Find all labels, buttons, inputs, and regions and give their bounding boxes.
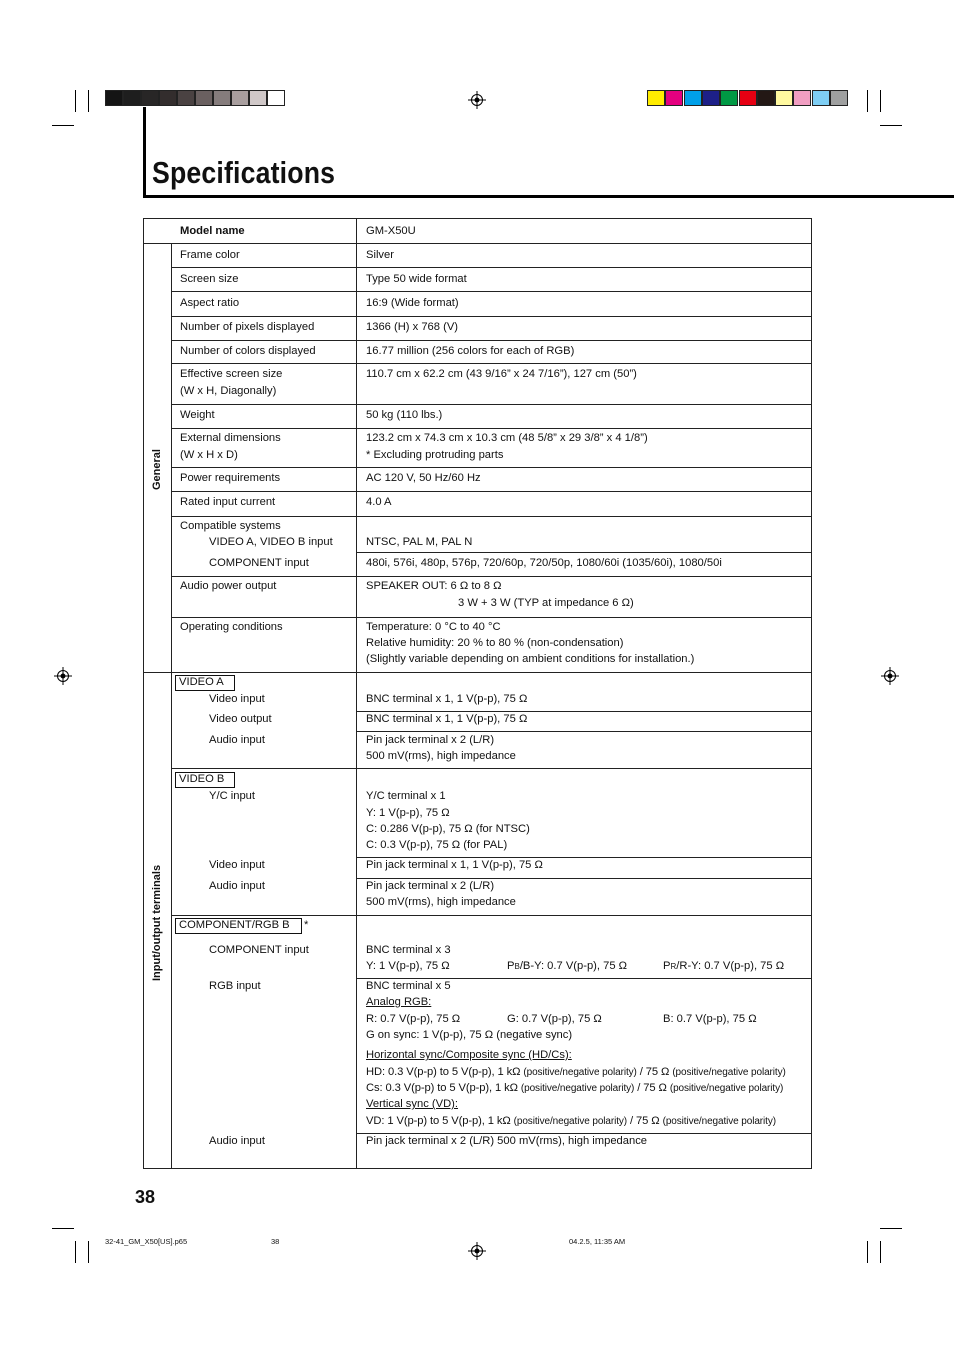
pb-prefix: P (507, 960, 515, 972)
hd-polarity: (positive/negative polarity) (672, 1067, 786, 1078)
color-swatch (720, 90, 738, 106)
registration-mark-icon (468, 91, 486, 109)
footer-file: 32-41_GM_X50[US].p65 (105, 1237, 188, 1246)
color-swatch (684, 90, 702, 106)
row-value: 4.0 A (366, 496, 392, 508)
video-b-tag: VIDEO B (175, 772, 235, 788)
row-value: 16.77 million (256 colors for each of RGB) (366, 345, 575, 357)
component-rgb-b-tag: COMPONENT/RGB B (175, 918, 302, 934)
row-value: Relative humidity: 20 % to 80 % (non-condensation) (366, 637, 624, 649)
vd-polarity: (positive/negative polarity) (662, 1116, 776, 1127)
row-value: 1366 (H) x 768 (V) (366, 321, 459, 333)
color-swatch (702, 90, 720, 106)
rgb-b: B: 0.7 V(p-p), 75 Ω (663, 1013, 757, 1025)
title-left-rule (143, 107, 146, 197)
registration-mark-icon (54, 667, 72, 685)
page-title: Specifications (152, 155, 336, 190)
hd-text: HD: 0.3 V(p-p) to 5 V(p-p), 1 kΩ (366, 1066, 524, 1078)
row-value: Y: 1 V(p-p), 75 Ω (366, 807, 450, 819)
row-value: 3 W + 3 W (TYP at impedance 6 Ω) (458, 597, 634, 609)
row-sublabel: VIDEO A, VIDEO B input (209, 536, 333, 548)
row-value: BNC terminal x 3 (366, 944, 451, 956)
rgb-g: G: 0.7 V(p-p), 75 Ω (507, 1013, 602, 1025)
row-label: Frame color (180, 249, 240, 261)
row-value: 50 kg (110 lbs.) (366, 409, 443, 421)
pb-value (507, 959, 627, 974)
row-value: NTSC, PAL M, PAL N (366, 536, 473, 548)
color-swatch (739, 90, 757, 106)
group-label-io: Input/output terminals (151, 864, 163, 981)
row-label: Model name (180, 225, 245, 237)
row-sublabel: Y/C input (209, 790, 256, 802)
footer-page: 38 (271, 1237, 280, 1246)
row-label: Number of colors displayed (180, 345, 316, 357)
analog-rgb-heading: Analog RGB: (366, 996, 432, 1008)
pb-text: /B-Y: 0.7 V(p-p), 75 Ω (519, 960, 628, 972)
page-number: 38 (135, 1187, 156, 1207)
row-sublabel: Audio input (209, 1135, 265, 1147)
rgb-r: R: 0.7 V(p-p), 75 Ω (366, 1013, 461, 1025)
cs-line (366, 1081, 783, 1096)
row-value: BNC terminal x 1, 1 V(p-p), 75 Ω (366, 713, 528, 725)
color-swatch (647, 90, 665, 106)
footer-date: 04.2.5, 11:35 AM (569, 1237, 626, 1246)
gray-swatch (231, 90, 249, 106)
row-value: * Excluding protruding parts (366, 449, 504, 461)
row-label: Operating conditions (180, 621, 283, 633)
row-value: 123.2 cm x 74.3 cm x 10.3 cm (48 5/8” x 29 3/8” x 4 1/8”) (366, 432, 648, 444)
row-label: (W x H x D) (180, 449, 238, 461)
row-label: Power requirements (180, 472, 281, 484)
pr-value (663, 959, 784, 974)
cs-text: Cs: 0.3 V(p-p) to 5 V(p-p), 1 kΩ (366, 1082, 521, 1094)
row-value: 110.7 cm x 62.2 cm (43 9/16” x 24 7/16”), 127 cm (50”) (366, 368, 637, 380)
row-label: Rated input current (180, 496, 276, 508)
row-sublabel: COMPONENT input (209, 944, 309, 956)
row-value: BNC terminal x 1, 1 V(p-p), 75 Ω (366, 693, 528, 705)
row-label: External dimensions (180, 432, 281, 444)
row-sublabel: Video input (209, 859, 265, 871)
gray-swatch (159, 90, 177, 106)
row-value: C: 0.3 V(p-p), 75 Ω (for PAL) (366, 839, 508, 851)
row-value: 16:9 (Wide format) (366, 297, 459, 309)
row-value: GM-X50U (366, 225, 416, 237)
row-value: 480i, 576i, 480p, 576p, 720/60p, 720/50p, 1080/60i (1035/60i), 1080/50i (366, 557, 722, 569)
row-sublabel: Audio input (209, 734, 265, 746)
row-value: Y: 1 V(p-p), 75 Ω (366, 960, 450, 972)
group-label-general: General (151, 449, 163, 490)
row-value: Pin jack terminal x 1, 1 V(p-p), 75 Ω (366, 859, 543, 871)
row-value: Temperature: 0 °C to 40 °C (366, 621, 501, 633)
vsync-heading: Vertical sync (VD): (366, 1098, 459, 1110)
color-swatch (793, 90, 811, 106)
row-value: 500 mV(rms), high impedance (366, 750, 516, 762)
gray-swatch (177, 90, 195, 106)
row-value: C: 0.286 V(p-p), 75 Ω (for NTSC) (366, 823, 530, 835)
pr-subscript: R (670, 962, 677, 971)
hsync-heading: Horizontal sync/Composite sync (HD/Cs): (366, 1049, 572, 1061)
row-sublabel: RGB input (209, 980, 261, 992)
row-value: Pin jack terminal x 2 (L/R) 500 mV(rms), high impedance (366, 1135, 648, 1147)
color-swatch (775, 90, 793, 106)
hd-line (366, 1065, 786, 1080)
video-a-tag: VIDEO A (175, 675, 235, 691)
gray-swatch (267, 90, 285, 106)
pb-subscript: B (514, 962, 520, 971)
row-value: AC 120 V, 50 Hz/60 Hz (366, 472, 481, 484)
registration-mark-icon (468, 1242, 486, 1260)
row-label: (W x H, Diagonally) (180, 385, 277, 397)
row-sublabel: Video input (209, 693, 265, 705)
row-value: Silver (366, 249, 394, 261)
color-swatch (757, 90, 775, 106)
cs-polarity: (positive/negative polarity) (669, 1083, 784, 1094)
row-value: Type 50 wide format (366, 273, 467, 285)
title-underline (143, 195, 954, 198)
pr-prefix: P (663, 960, 671, 972)
row-label: Audio power output (180, 580, 277, 592)
vd-polarity: (positive/negative polarity) (513, 1116, 628, 1127)
row-sublabel: Video output (209, 713, 272, 725)
color-swatch (830, 90, 848, 106)
asterisk-note: * (304, 919, 309, 931)
hd-impedance: / 75 Ω (636, 1066, 673, 1078)
color-swatch (812, 90, 830, 106)
gray-swatch (213, 90, 231, 106)
row-label: Compatible systems (180, 520, 281, 532)
gray-swatch (195, 90, 213, 106)
registration-mark-icon (881, 667, 899, 685)
row-value: 500 mV(rms), high impedance (366, 896, 516, 908)
row-label: Number of pixels displayed (180, 321, 315, 333)
row-label: Screen size (180, 273, 239, 285)
row-value: Y/C terminal x 1 (366, 790, 446, 802)
hd-polarity: (positive/negative polarity) (523, 1067, 637, 1078)
row-value: SPEAKER OUT: 6 Ω to 8 Ω (366, 580, 502, 592)
row-sublabel: Audio input (209, 880, 265, 892)
cs-polarity: (positive/negative polarity) (520, 1083, 635, 1094)
vd-impedance: / 75 Ω (627, 1115, 663, 1127)
row-label: Effective screen size (180, 368, 283, 380)
gray-swatch (141, 90, 159, 106)
gray-swatch (249, 90, 267, 106)
pr-text: /R-Y: 0.7 V(p-p), 75 Ω (676, 960, 785, 972)
row-value: Pin jack terminal x 2 (L/R) (366, 880, 495, 892)
row-sublabel: COMPONENT input (209, 557, 309, 569)
color-swatch (665, 90, 683, 106)
vd-line (366, 1114, 776, 1129)
row-label: Weight (180, 409, 215, 421)
row-value: (Slightly variable depending on ambient conditions for installation.) (366, 653, 695, 665)
row-value: BNC terminal x 5 (366, 980, 451, 992)
row-value: Pin jack terminal x 2 (L/R) (366, 734, 495, 746)
g-on-sync: G on sync: 1 V(p-p), 75 Ω (negative sync) (366, 1029, 573, 1041)
gray-swatch (123, 90, 141, 106)
gray-swatch (105, 90, 123, 106)
cs-impedance: / 75 Ω (634, 1082, 670, 1094)
row-label: Aspect ratio (180, 297, 240, 309)
vd-text: VD: 1 V(p-p) to 5 V(p-p), 1 kΩ (366, 1115, 514, 1127)
